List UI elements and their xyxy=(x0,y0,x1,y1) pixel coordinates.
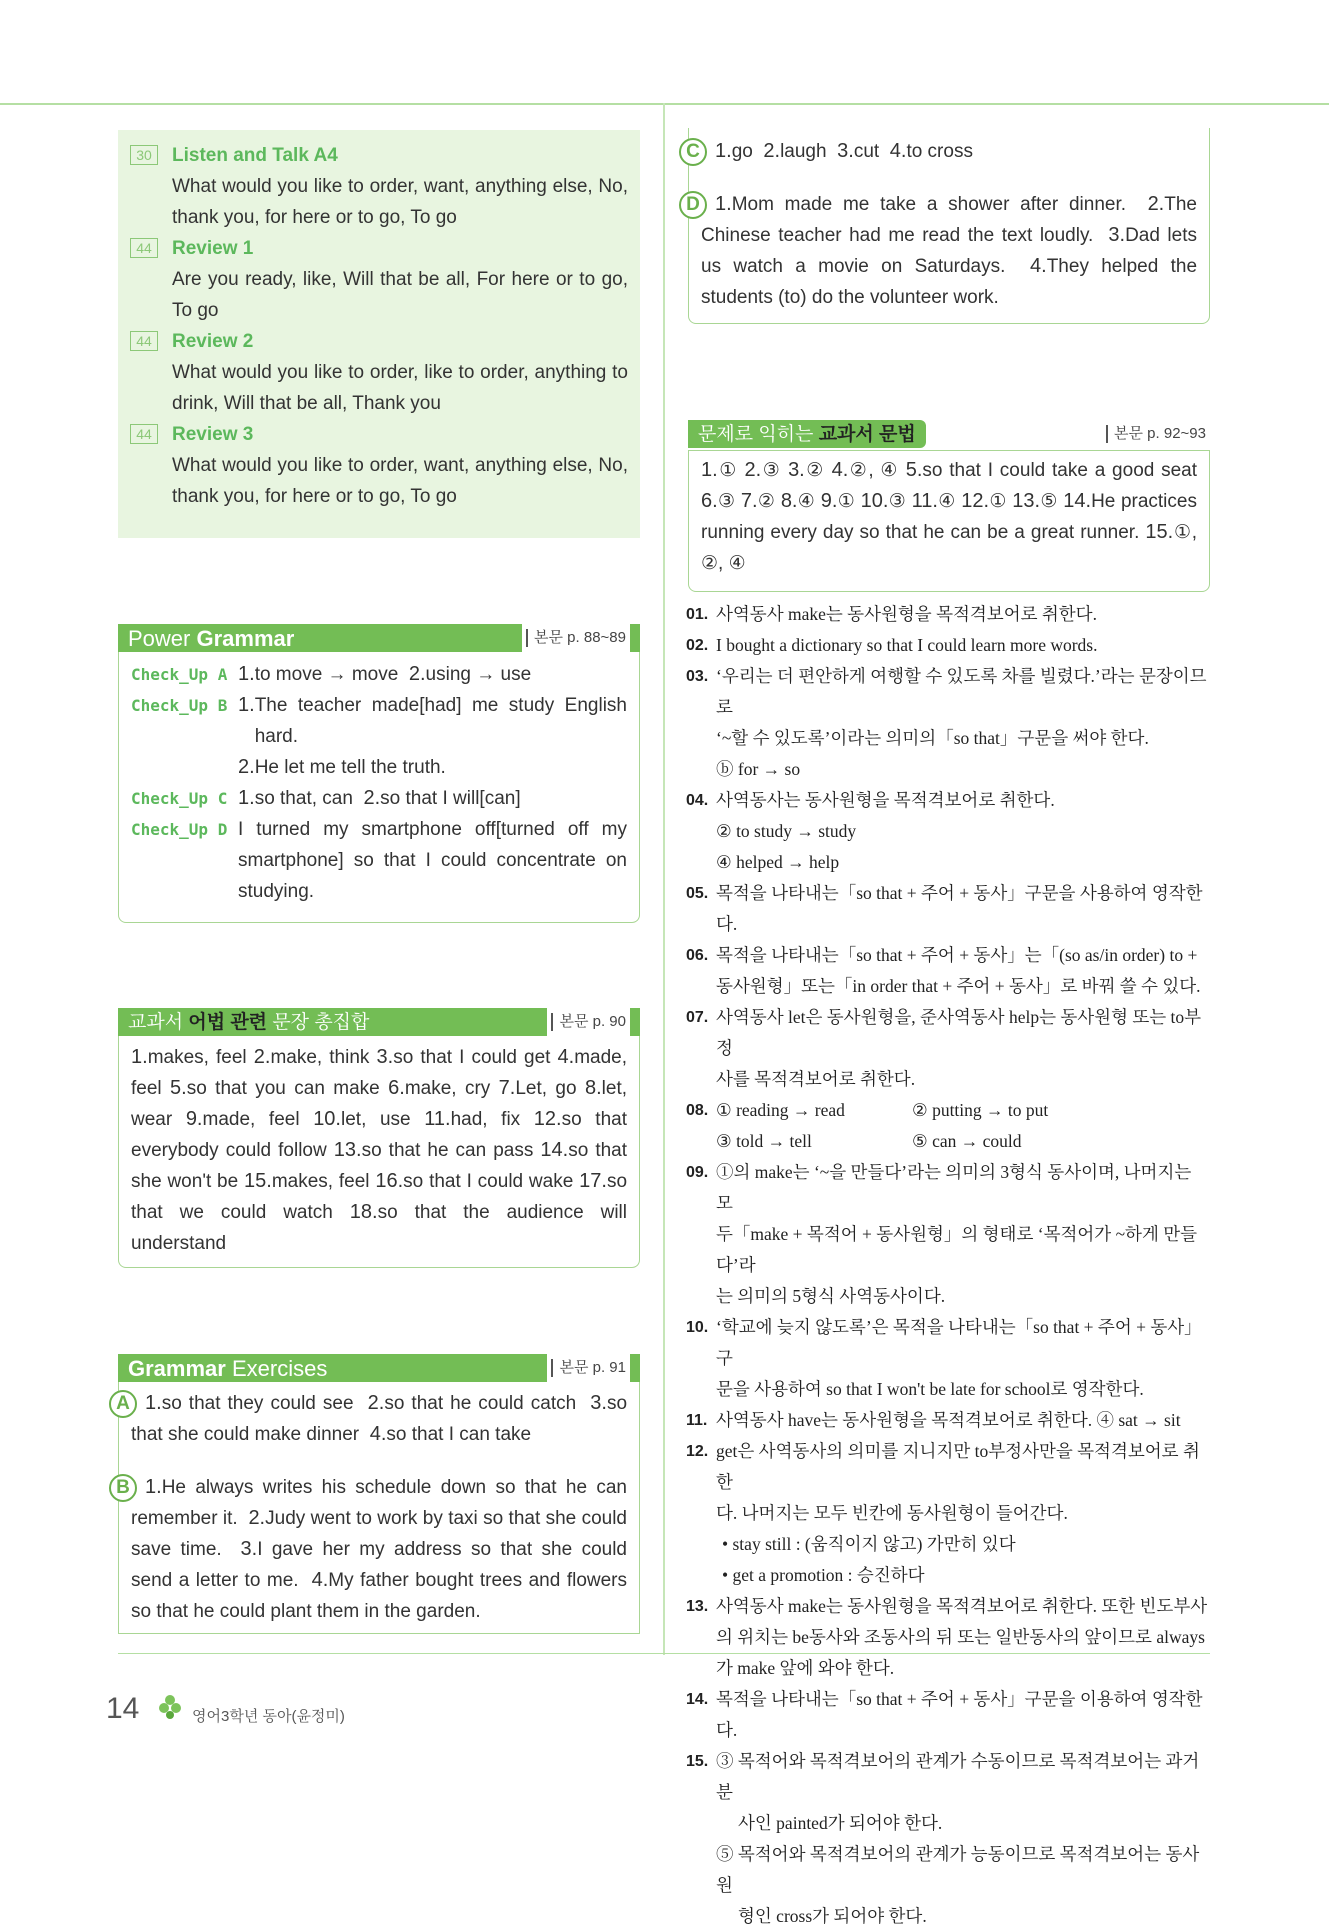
column-divider xyxy=(663,103,665,1655)
answer-item xyxy=(906,460,1197,481)
explanation: ③ 목적어와 목적격보어의 관계가 수동이므로 목적격보어는 과거분 xyxy=(716,1751,1200,1802)
clover-icon xyxy=(157,1693,183,1723)
answer: I gave her my address so that she could send a letter to me. xyxy=(131,1539,627,1591)
explanation: 사역동사 let은 동사원형을, 준사역동사 help는 동사원형 또는 to부정 xyxy=(716,1007,1202,1058)
explanations: 01. 사역동사 make는 동사원형을 목적격보어로 취한다. 02. I bought a dictionary so that I could learn more words. 03. ‘우리는 더 편안하게 여행할 수 있도록 차를 빌렸다.’라는 문장이므로 ‘~할 수 있도록’이라는 의미의「so that」구문을 써야 한다. ⓑ for → so 04. 사역동사는 동사원형을 목적격보어로 취한다. ② to study → study ④ helped → help 05. 목적을 나타내는「so that + 주어 + 동사」구문을 사용하여 영작한다. 06. 목적을 나타내는「so that + 주어 + 동사」는「(so as/in order) to + 동사원형」또는「in order that + 주어 + 동사」로 바꿔 쓸 수 있다. 07. 사역동사 let은 동사원형을, 준사역동사 help는 동사원형 또는 to부정 사를 목적격보어로 취한다. 08. ① reading → read ② putting → to put ③ told → tell ⑤ can → could 09. ①의 make는 ‘~을 만들다’라는 의미의 3형식 동사이며, 나머지는 모 두「make + 목적어 + 동사원형」의 형태로 ‘목적어가 ~하게 만들다’라 는 의미의 5형식 사역동사이다. 10. ‘학교에 늦지 않도록’은 목적을 나타내는「so that + 주어 + 동사」구 문을 사용하여 so that I won't be late for school로 영작한다. 11. 사역동사 have는 동사원형을 목적격보어로 취한다. ④ sat → sit 12. get은 사역동사의 의미를 지니지만 to부정사만을 목적격보어로 취한 다. 나머지는 모두 빈칸에 동사원형이 들어간다. • stay still : (움직이지 않고) 가만히 있다 • get a promotion : 승진하다 13. 사역동사 make는 동사원형을 목적격보어로 취한다. 또한 빈도부사 의 위치는 be동사와 조동사의 뒤 또는 일반동사의 앞이므로 always 가 make 앞에 와야 한다. 14. 목적을 나타내는「so that + 주어 + 동사」구문을 이용하여 영작한다. 15. ③ 목적어와 목적격보어의 관계가 수동이므로 목적격보어는 과거분 사인 painted가 되어야 한다. ⑤ 목적어와 목적격보어의 관계가 능동이므로 목적격보어는 동사원 형인 cross가 되어야 한다. xyxy=(686,599,1211,1932)
title-bold: Grammar xyxy=(196,625,295,651)
explanation: 동사원형」또는「in order that + 주어 + 동사」로 바꿔 쓸 수 있다. xyxy=(716,976,1201,996)
answer: They helped the students (to) do the volunteer work. xyxy=(701,256,1198,308)
answer-number: 11. xyxy=(911,490,938,512)
title-part: 교과서 문법 xyxy=(818,423,916,445)
explanation: ⑤ can → could xyxy=(912,1131,1022,1151)
title-part: 어법 관련 xyxy=(188,1011,268,1033)
explanation: 목적을 나타내는「so that + 주어 + 동사」구문을 사용하여 영작한다. xyxy=(716,883,1203,934)
page-reference: 본문 p. 88~89 xyxy=(522,624,630,652)
answer-text: He practices running every day so that he can be a great runner. xyxy=(701,491,1197,543)
title-part: 문제로 익히는 xyxy=(698,423,814,445)
title-part: 교과서 xyxy=(128,1011,184,1033)
answer-item xyxy=(254,1047,370,1068)
answer-text: ① xyxy=(989,491,1007,512)
explanation: I bought a dictionary so that I could learn more words. xyxy=(716,635,1098,655)
answer-number: 13. xyxy=(1012,490,1041,512)
answer: The teacher made[had] me study English hard. xyxy=(254,695,627,747)
explanation: 두「make + 목적어 + 동사원형」의 형태로 ‘목적어가 ~하게 만들다’라 xyxy=(716,1224,1198,1275)
answer-text: let, use xyxy=(341,1109,411,1130)
answer: laugh xyxy=(780,141,827,162)
explanation: ④ helped → help xyxy=(716,852,840,872)
answer-text: What would you like to order, want, anything else, No, thank you, for here or to go, To go xyxy=(172,455,628,507)
explanation: 사역동사 make는 동사원형을 목적격보어로 취한다. xyxy=(716,604,1097,624)
answer-number: 14. xyxy=(540,1139,569,1161)
answer-text: ④ xyxy=(937,491,956,512)
section-title: Review 3 xyxy=(172,424,254,445)
page-ref: 44 xyxy=(130,424,158,444)
title-light: Power xyxy=(128,625,191,651)
page-ref: 44 xyxy=(130,238,158,258)
explanation: 사역동사 have는 동사원형을 목적격보어로 취한다. ④ sat → sit xyxy=(716,1410,1181,1430)
answer-item xyxy=(375,1171,573,1192)
textbook-sentences-panel xyxy=(118,1036,640,1268)
answer-item xyxy=(1012,491,1057,512)
answer-number: 9. xyxy=(820,490,838,512)
answer-item xyxy=(701,460,738,481)
answer-number: 5. xyxy=(905,459,923,481)
book-title: 영어3학년 동아(윤정미) xyxy=(192,1708,345,1725)
answer-text: so that she won't be xyxy=(131,1140,628,1192)
answer-text: so that I could wake xyxy=(403,1171,574,1192)
section-title: Review 2 xyxy=(172,331,254,352)
explanation: ‘학교에 늦지 않도록’은 목적을 나타내는「so that + 주어 + 동사」구 xyxy=(716,1317,1202,1368)
answer-item xyxy=(388,1078,490,1099)
answer-text: ③ xyxy=(761,460,782,481)
answer-number: 3. xyxy=(376,1046,394,1068)
answer-text: so that I could get xyxy=(393,1047,551,1068)
answer-number: 10. xyxy=(860,490,889,512)
answer-text: ① xyxy=(717,460,738,481)
explanation: • get a promotion : 승진하다 xyxy=(722,1565,925,1585)
answer-text: so that everybody could follow xyxy=(131,1109,627,1161)
answer-number: 15. xyxy=(244,1170,272,1192)
page-number: 14 xyxy=(106,1692,140,1725)
answer-item xyxy=(499,1078,577,1099)
answer-item xyxy=(861,491,906,512)
answer: to move → move xyxy=(254,664,399,685)
answer: Dad lets us watch a movie on Saturdays. xyxy=(701,225,1197,277)
answer: to cross xyxy=(906,141,973,162)
listen-talk-answers xyxy=(118,130,640,538)
explanation: 사역동사 make는 동사원형을 목적격보어로 취한다. 또한 빈도부사 xyxy=(716,1596,1208,1616)
letter-d-icon: D xyxy=(679,191,707,219)
explanation: ② to study → study xyxy=(716,821,857,841)
title-bold: Grammar xyxy=(128,1355,226,1381)
answer-number: 2. xyxy=(253,1046,271,1068)
page-reference: 본문 p. 90 xyxy=(547,1008,630,1036)
answer-number: 15. xyxy=(1145,521,1174,543)
answer: Mom made me take a shower after dinner. xyxy=(731,194,1127,215)
answer-text: so that the audience will understand xyxy=(131,1202,628,1254)
answer-item xyxy=(701,491,735,512)
answer-text: let, wear xyxy=(131,1078,628,1130)
answer-item xyxy=(741,491,775,512)
explanation: 의 위치는 be동사와 조동사의 뒤 또는 일반동사의 앞이므로 always xyxy=(716,1627,1205,1647)
answer-number: 2. xyxy=(744,459,762,481)
page-ref: 44 xyxy=(130,331,158,351)
answer-text: What would you like to order, want, anything else, No, thank you, for here or to go, To go xyxy=(172,176,628,228)
exercise-d: D 1.Mom made me take a shower after dinner. 2.The Chinese teacher had me read the text loudly. 3.Dad lets us watch a movie on Saturdays. 4.They helped the students (to) do the volunteer work. xyxy=(701,189,1197,313)
grammar-exercises-panel xyxy=(118,1382,640,1634)
answer-item xyxy=(170,1078,380,1099)
answer-text: ①, ②, ④ xyxy=(701,522,1198,574)
answer-item xyxy=(832,460,899,481)
answer: The Chinese teacher had me read the text loudly. xyxy=(701,194,1197,246)
answer-text: make, cry xyxy=(404,1078,491,1099)
explanation: 사를 목적격보어로 취한다. xyxy=(716,1069,916,1089)
explanation: ⓑ for → so xyxy=(716,759,801,779)
title-part: 문장 총집합 xyxy=(272,1011,370,1033)
answer-number: 9. xyxy=(185,1108,203,1130)
answer-number: 8. xyxy=(780,490,798,512)
explanation: 사인 painted가 되어야 한다. xyxy=(738,1813,943,1833)
answer-item xyxy=(424,1109,520,1130)
explanation: 다. 나머지는 모두 빈칸에 동사원형이 들어간다. xyxy=(716,1503,1068,1523)
grammar-practice-panel xyxy=(688,450,1210,592)
title-light: Exercises xyxy=(231,1355,328,1381)
letter-b-icon: B xyxy=(109,1474,137,1502)
answer-text: ① xyxy=(837,491,856,512)
explanation: ‘우리는 더 편안하게 여행할 수 있도록 차를 빌렸다.’라는 문장이므로 xyxy=(716,666,1207,717)
explanation: 는 의미의 5형식 사역동사이다. xyxy=(716,1286,946,1306)
answer-text: ② xyxy=(757,491,776,512)
answer: He let me tell the truth. xyxy=(254,757,446,778)
answer-item xyxy=(745,460,782,481)
answer-number: 7. xyxy=(498,1077,516,1099)
answer: so that they could see xyxy=(161,1393,354,1414)
answer-item xyxy=(244,1171,370,1192)
answer-text: What would you like to order, like to order, anything to drink, Will that be all, Thank you xyxy=(172,362,628,414)
answer-text: so that he can pass xyxy=(361,1140,534,1161)
answer-text: makes, feel xyxy=(147,1047,247,1068)
answer-number: 17. xyxy=(579,1170,607,1192)
check-up-label: Check_Up A xyxy=(131,665,228,684)
exercise-cd-panel xyxy=(688,128,1210,324)
answer-text: ③ xyxy=(888,491,907,512)
explanation: ③ told → tell xyxy=(716,1131,812,1151)
answer: so that, can xyxy=(254,788,353,809)
answer-number: 5. xyxy=(170,1077,187,1099)
answer-item xyxy=(334,1140,534,1161)
page-reference: 본문 p. 91 xyxy=(547,1354,630,1382)
letter-c-icon: C xyxy=(679,138,707,166)
answer-text: ② xyxy=(804,460,825,481)
answer-text: so that you can make xyxy=(186,1078,380,1099)
answer-number: 1. xyxy=(131,1046,148,1068)
answer-number: 14. xyxy=(1063,490,1092,512)
answer-item xyxy=(131,1047,247,1068)
answer: so that I can take xyxy=(386,1424,532,1445)
answer-item xyxy=(912,491,956,512)
grammar-exercises-header xyxy=(118,1354,640,1382)
grammar-practice-header xyxy=(688,420,1210,448)
answer-number: 7. xyxy=(740,490,758,512)
answer-text: ②, ④ xyxy=(848,460,899,481)
explanation: ‘~할 수 있도록’이라는 의미의「so that」구문을 써야 한다. xyxy=(716,728,1149,748)
power-grammar-header xyxy=(118,624,640,652)
answer-item xyxy=(821,491,855,512)
answer-number: 11. xyxy=(424,1108,451,1130)
answer-text: so that we could watch xyxy=(131,1171,628,1223)
answer-text: Let, go xyxy=(515,1078,577,1099)
answer-text: make, think xyxy=(270,1047,370,1068)
explanation: 목적을 나타내는「so that + 주어 + 동사」구문을 이용하여 영작한다. xyxy=(716,1689,1203,1740)
answer-number: 16. xyxy=(375,1170,404,1192)
explanation: • stay still : (움직이지 않고) 가만히 있다 xyxy=(722,1534,1016,1554)
answer-text: makes, feel xyxy=(271,1171,370,1192)
answer-text: had, fix xyxy=(450,1109,521,1130)
explanation: get은 사역동사의 의미를 지니지만 to부정사만을 목적격보어로 취한 xyxy=(716,1441,1200,1492)
answer-text: Are you ready, like, Will that be all, For here or to go, To go xyxy=(172,269,628,321)
answer-text: made, feel xyxy=(131,1047,628,1099)
answer-item xyxy=(788,460,825,481)
explanation: 형인 cross가 되어야 한다. xyxy=(738,1906,927,1926)
answer-text: so that I could take a good seat xyxy=(922,460,1198,481)
answer: Judy went to work by taxi so that she could save time. xyxy=(131,1508,628,1560)
answer: so that he could catch xyxy=(384,1393,577,1414)
explanation: 가 make 앞에 와야 한다. xyxy=(716,1658,895,1678)
answer-number: 1. xyxy=(701,459,718,481)
check-up-label: Check_Up D xyxy=(131,820,228,839)
textbook-sentences-header xyxy=(118,1008,640,1036)
check-up-label: Check_Up B xyxy=(131,696,228,715)
answer-number: 12. xyxy=(961,490,990,512)
practice-answers xyxy=(701,455,1197,579)
power-grammar-panel: Check_Up A 1.to move → move 2.using → use Check_Up B 1. The teacher made[had] me study English hard. 2.He let me tell the truth. Check_Up C 1.so that, can 2.so that I will[can] Check_Up D I turned my smartphone off[turned off my smartphone] so that I could concentrate on studying. xyxy=(118,652,640,923)
answer-number: 4. xyxy=(831,459,849,481)
section-title: Review 1 xyxy=(172,238,254,259)
exercise-b: B 1.He always writes his schedule down so that he can remember it. 2.Judy went to work by taxi so that she could save time. 3.I gave her my address so that she could send a letter to me. 4.My father bought trees and flowers so that he could plant them in the garden. xyxy=(131,1472,627,1627)
answer-number: 10. xyxy=(313,1108,341,1130)
answer-number: 8. xyxy=(584,1077,602,1099)
page-ref: 30 xyxy=(130,145,158,165)
answer-text: ③ xyxy=(717,491,736,512)
explanation: 문을 사용하여 so that I won't be late for school로 영작한다. xyxy=(716,1379,1144,1399)
page-reference: 본문 p. 92~93 xyxy=(1102,420,1210,448)
answer-text: ④ xyxy=(797,491,816,512)
answer: cut xyxy=(853,141,880,162)
answer-number: 12. xyxy=(533,1108,562,1130)
answer: so that she could make dinner xyxy=(131,1393,628,1445)
explanation: 목적을 나타내는「so that + 주어 + 동사」는「(so as/in order) to + xyxy=(716,945,1198,965)
answer: My father bought trees and flowers so that he could plant them in the garden. xyxy=(131,1570,627,1622)
section-title: Listen and Talk A4 xyxy=(172,145,338,166)
check-up-label: Check_Up C xyxy=(131,789,228,808)
explanation: ①의 make는 ‘~을 만들다’라는 의미의 3형식 동사이며, 나머지는 모 xyxy=(716,1162,1192,1213)
answer-number: 13. xyxy=(333,1139,362,1161)
answer-item xyxy=(377,1047,551,1068)
explanation: ① reading → read xyxy=(716,1100,845,1120)
answer-number: 3. xyxy=(788,459,805,481)
letter-a-icon: A xyxy=(109,1390,137,1418)
answer-text: made, feel xyxy=(202,1109,300,1130)
sentence-answers xyxy=(131,1042,627,1259)
explanation: ② putting → to put xyxy=(912,1100,1049,1120)
explanation: 사역동사는 동사원형을 목적격보어로 취한다. xyxy=(716,790,1055,810)
answer: He always writes his schedule down so that he can remember it. xyxy=(131,1477,627,1529)
answer-item xyxy=(781,491,815,512)
answer: using → use xyxy=(425,664,532,685)
answer: I turned my smartphone off[turned off my smartphone] so that I could concentrate on studying. xyxy=(238,819,627,902)
answer: go xyxy=(731,141,753,162)
answer-number: 18. xyxy=(349,1201,378,1223)
exercise-c: C 1.go 2.laugh 3.cut 4.to cross xyxy=(701,136,1197,167)
answer-number: 6. xyxy=(388,1077,405,1099)
answer-text: ⑤ xyxy=(1040,491,1058,512)
explanation: ⑤ 목적어와 목적격보어의 관계가 능동이므로 목적격보어는 동사원 xyxy=(716,1844,1200,1895)
answer: so that I will[can] xyxy=(380,788,521,809)
answer-item xyxy=(186,1109,300,1130)
answer-number: 4. xyxy=(557,1046,575,1068)
exercise-a: A 1.so that they could see 2.so that he could catch 3.so that she could make dinner 4.so that I can take xyxy=(131,1388,627,1450)
answer-item xyxy=(313,1109,410,1130)
answer-number: 6. xyxy=(701,490,718,512)
answer-item xyxy=(961,491,1006,512)
